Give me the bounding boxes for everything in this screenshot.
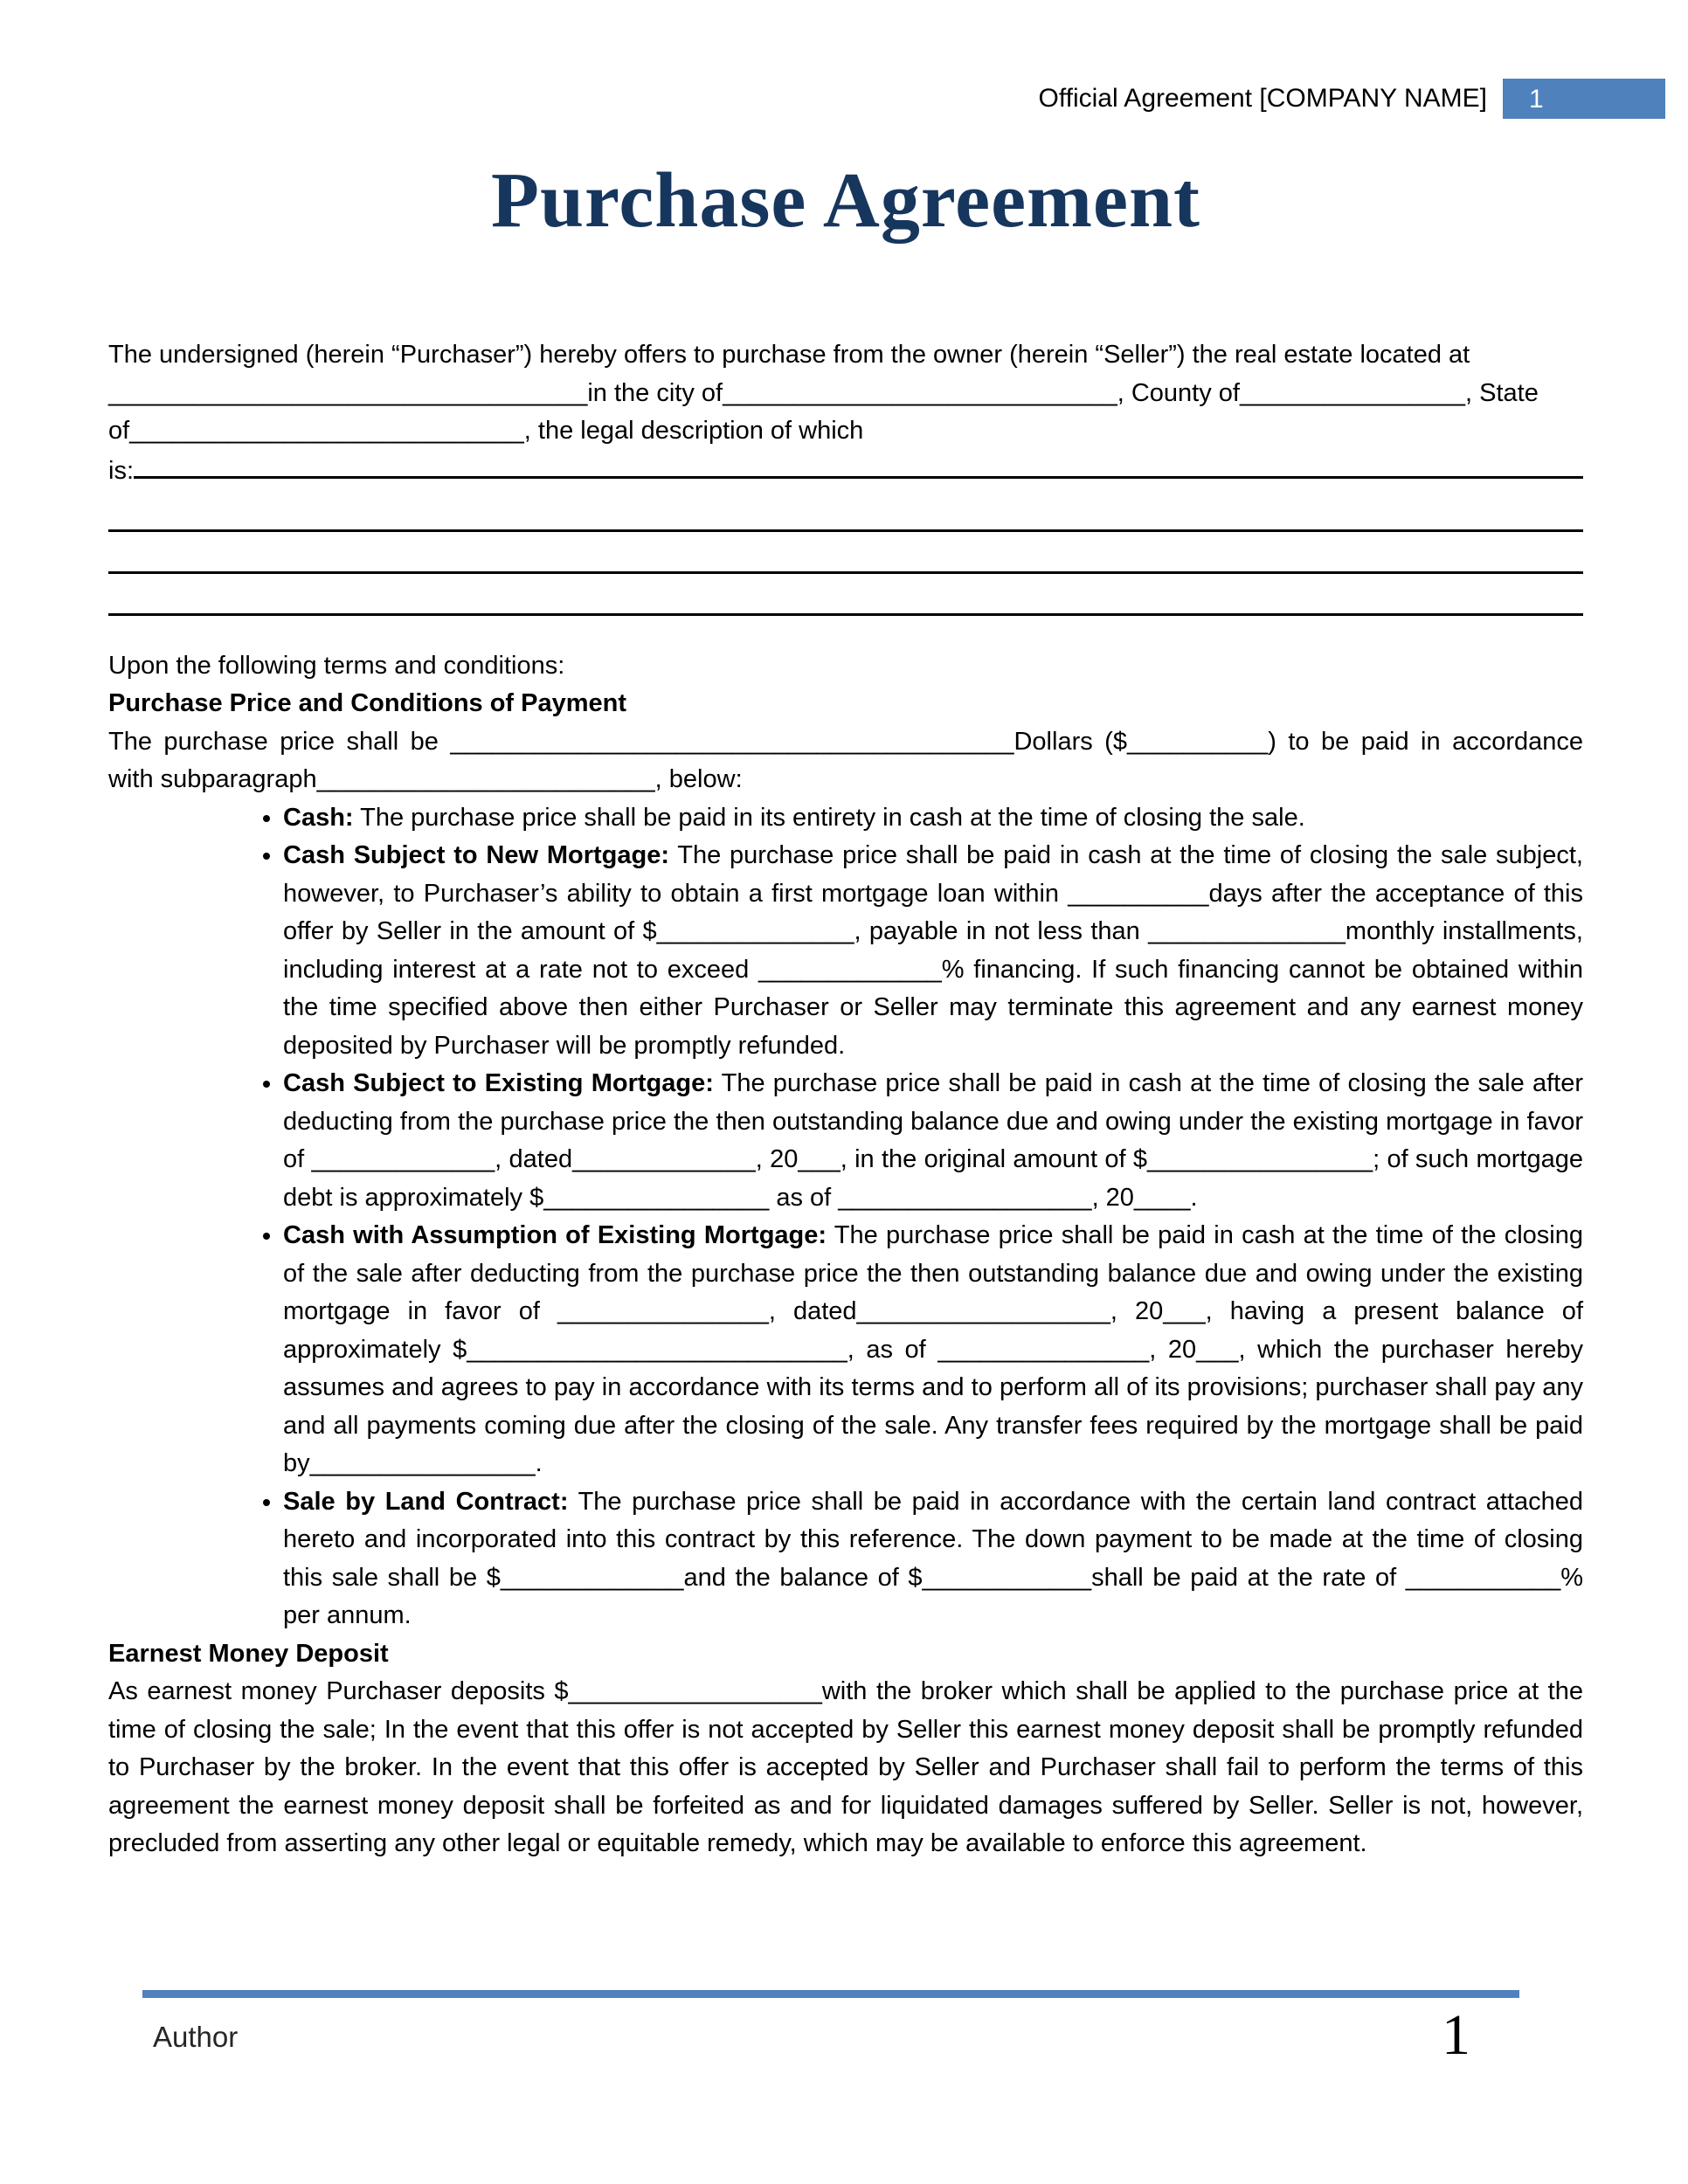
bullet-cash-new-mortgage	[283, 837, 1583, 1065]
bullet-text: The purchase price shall be paid in cash at the time of the closing of the sale after deducting from the purchase price the then outstanding balance due and owing under the existing mortgage in favor of _______________, dated__________________, 20___, having a present balance of approximately $___________________________, as of _______________, 20___, which the purchaser hereby assumes and agrees to pay in accordance with its terms and to perform all of its provisions; purchaser shall pay any and all payments coming due after the closing of the sale. Any transfer fees required by the mortgage shall be paid by________________.	[283, 1221, 1583, 1477]
ruled-blank-line[interactable]	[108, 532, 1583, 574]
footer-author: Author	[153, 2021, 239, 2053]
header-title: Official Agreement [COMPANY NAME]	[1038, 84, 1487, 113]
header-page-number: 1	[1529, 84, 1544, 114]
section-heading-purchase-price: Purchase Price and Conditions of Payment	[108, 689, 627, 717]
bullet-term: Sale by Land Contract:	[283, 1487, 569, 1516]
document-title: Purchase Agreement	[490, 157, 1200, 244]
purchase-price-paragraph: The purchase price shall be ________________________________________Dollars ($__________) to be paid in accordance with subparagraph________________________, below:	[108, 727, 1583, 793]
page-footer	[142, 1990, 1519, 2067]
bullet-term: Cash:	[283, 803, 354, 832]
page-header	[0, 79, 1688, 119]
footer-accent-rule	[142, 1990, 1519, 1998]
header-page-number-box	[1503, 79, 1665, 119]
bullet-cash	[283, 799, 1583, 838]
legal-description-blank[interactable]	[134, 451, 1583, 479]
terms-intro: Upon the following terms and conditions:	[108, 651, 565, 680]
payment-options-list	[108, 799, 1583, 1635]
bullet-text: The purchase price shall be paid in cash at the time of closing the sale subject, however, to Purchaser’s ability to obtain a first mortgage loan within __________days after the acceptance of this offer by Seller in the amount of $______________, payable in not less than ______________monthly installments, including interest at a rate not to exceed _____________% financing. If such financing cannot be obtained within the time specified above then either Purchaser or Seller may terminate this agreement and any earnest money deposited by Purchaser will be promptly refunded.	[283, 841, 1583, 1060]
ruled-blank-line[interactable]	[108, 574, 1583, 616]
is-label: is:	[108, 456, 134, 485]
footer-row	[142, 2003, 1519, 2067]
bullet-text: The purchase price shall be paid in cash at the time of closing the sale after deducting from the purchase price the then outstanding balance due and owing under the existing mortgage in favor of _____________, dated_____________, 20___, in the original amount of $________________; of such mortgage debt is approximately $________________ as of __________________, 20____.	[283, 1069, 1584, 1212]
bullet-term: Cash Subject to New Mortgage:	[283, 841, 669, 869]
bullet-cash-assumption-mortgage	[283, 1217, 1583, 1483]
bullet-text: The purchase price shall be paid in its entirety in cash at the time of closing the sale.	[353, 803, 1305, 832]
bullet-term: Cash Subject to Existing Mortgage:	[283, 1069, 714, 1097]
legal-description-line	[108, 451, 1583, 490]
bullet-term: Cash with Assumption of Existing Mortgage:	[283, 1221, 827, 1249]
section-heading-earnest-money: Earnest Money Deposit	[108, 1639, 389, 1668]
ruled-blank-line[interactable]	[108, 490, 1583, 532]
intro-paragraph: The undersigned (herein “Purchaser”) hereby offers to purchase from the owner (herein “Seller”) the real estate located at __________________________________in the city of____________________________, County of________________, State of____________________________, the legal description of which	[108, 341, 1539, 445]
footer-page-number: 1	[1442, 2003, 1470, 2067]
earnest-money-paragraph: As earnest money Purchaser deposits $__________________with the broker which shall be applied to the purchase price at the time of closing the sale; In the event that this offer is not accepted by Seller this earnest money deposit shall be promptly refunded to Purchaser by the broker. In the event that this offer is accepted by Seller and Purchaser shall fail to perform the terms of this agreement the earnest money deposit shall be forfeited as and for liquidated damages suffered by Seller. Seller is not, however, precluded from asserting any other legal or equitable remedy, which may be available to enforce this agreement.	[108, 1677, 1583, 1857]
bullet-cash-existing-mortgage	[283, 1065, 1583, 1217]
document-body	[108, 157, 1583, 1863]
bullet-sale-land-contract	[283, 1483, 1583, 1635]
bullet-text: The purchase price shall be paid in accordance with the certain land contract attached hereto and incorporated into this contract by this reference. The down payment to be made at the time of closing this sale shall be $_____________and the balance of $____________shall be paid at the rate of ___________% per annum.	[283, 1487, 1583, 1629]
